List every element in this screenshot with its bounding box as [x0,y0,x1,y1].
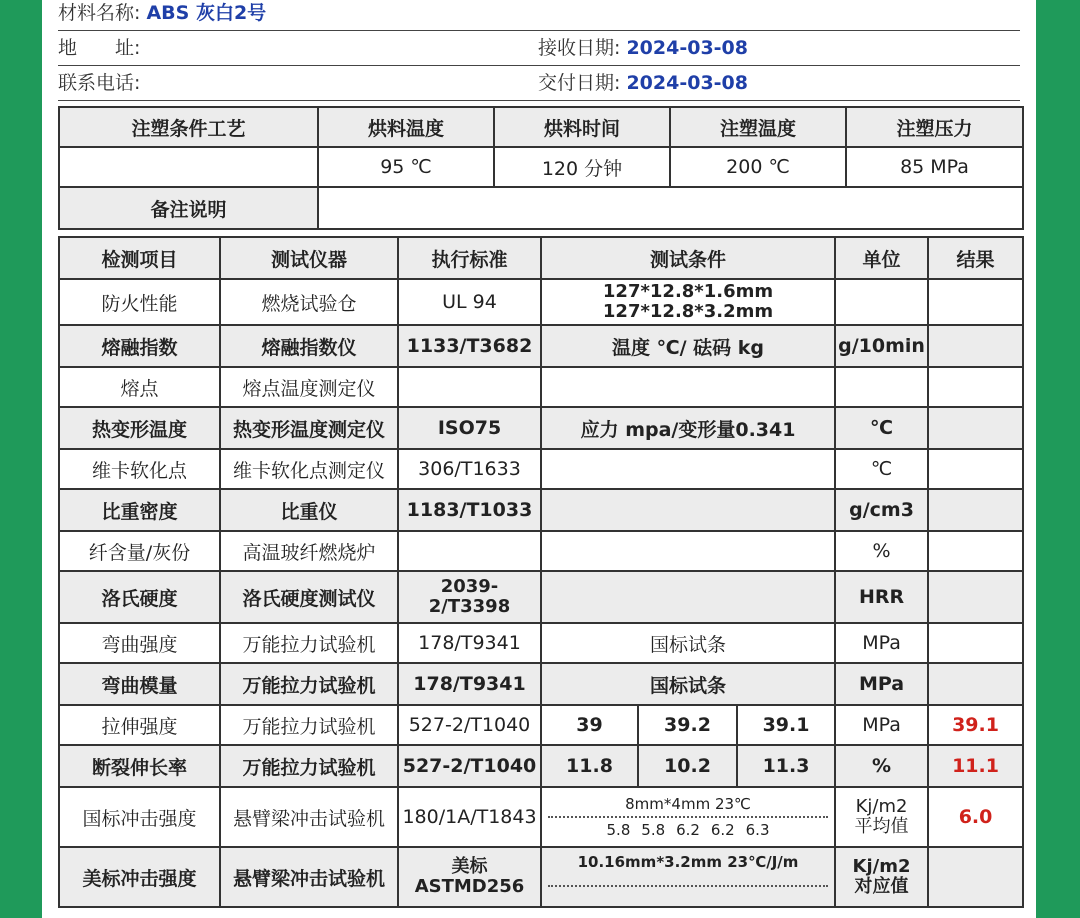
cell-result [928,489,1023,531]
cell-item: 纤含量/灰份 [59,531,220,571]
test-results-table [58,236,1024,908]
remark-value [318,187,1023,229]
cell-standard [398,571,541,623]
cell-instrument: 万能拉力试验机 [220,663,398,705]
cell-instrument: 熔点温度测定仪 [220,367,398,407]
cell-condition: 应力 mpa/变形量0.341 [541,407,835,449]
cell-instrument: 比重仪 [220,489,398,531]
receive-date-value: 2024-03-08 [626,37,748,59]
cell-item: 防火性能 [59,279,220,325]
cell-condition [541,531,835,571]
cell-condition [541,489,835,531]
header-instrument: 测试仪器 [220,237,398,279]
unit-line-1: Kj/m2 [855,796,908,817]
cell-result: 11.1 [928,745,1023,787]
cell-unit: ℃ [835,449,928,489]
cell-result [928,407,1023,449]
cell-unit [835,279,928,325]
cell-result [928,847,1023,907]
cell-standard: 527-2/T1040 [398,745,541,787]
cond-value-dry-temp: 95 ℃ [318,147,494,187]
cell-item: 断裂伸长率 [59,745,220,787]
material-line [58,0,1020,31]
cell-unit: MPa [835,623,928,663]
impact-value: 5.8 [641,821,666,839]
cell-instrument: 悬臂梁冲击试验机 [220,787,398,847]
cell-unit: MPa [835,663,928,705]
cond-header-mold-pressure: 注塑压力 [846,107,1023,147]
cell-standard: 178/T9341 [398,663,541,705]
cell-result [928,279,1023,325]
cell-result [928,571,1023,623]
cell-item: 熔融指数 [59,325,220,367]
table-row [59,367,1023,407]
table-row [59,531,1023,571]
cell-unit [835,787,928,847]
cell-item: 热变形温度 [59,407,220,449]
report-sheet [42,0,1036,918]
cell-condition [541,787,835,847]
cell-value-3: 39.1 [737,705,835,745]
cell-instrument: 燃烧试验仓 [220,279,398,325]
cell-condition: 国标试条 [541,623,835,663]
cell-standard [398,367,541,407]
cell-unit: HRR [835,571,928,623]
cell-standard [398,531,541,571]
cell-result [928,325,1023,367]
table-row [59,705,1023,745]
cell-result [928,449,1023,489]
cell-value-3: 11.3 [737,745,835,787]
header-unit: 单位 [835,237,928,279]
impact-value: 6.2 [710,821,735,839]
cell-instrument: 万能拉力试验机 [220,705,398,745]
cell-result: 6.0 [928,787,1023,847]
cell-condition [541,367,835,407]
cell-standard: 1183/T1033 [398,489,541,531]
cell-value-2: 39.2 [638,705,737,745]
cell-unit: % [835,745,928,787]
address-label: 地 址: [58,37,141,59]
cell-instrument: 热变形温度测定仪 [220,407,398,449]
table-row [59,489,1023,531]
cond-header-process: 注塑条件工艺 [59,107,318,147]
cell-condition [541,449,835,489]
remark-label: 备注说明 [59,187,318,229]
cell-standard: 527-2/T1040 [398,705,541,745]
cell-item: 拉伸强度 [59,705,220,745]
table-row [59,745,1023,787]
cond-header-dry-temp: 烘料温度 [318,107,494,147]
standard-line-1: 2039- [440,576,499,597]
cell-instrument: 悬臂梁冲击试验机 [220,847,398,907]
cond-header-dry-time: 烘料时间 [494,107,670,147]
header-item: 检测项目 [59,237,220,279]
header-condition: 测试条件 [541,237,835,279]
cell-item: 维卡软化点 [59,449,220,489]
cell-unit: g/10min [835,325,928,367]
address-line [58,31,1020,66]
header-result: 结果 [928,237,1023,279]
cell-condition: 国标试条 [541,663,835,705]
cell-item: 洛氏硬度 [59,571,220,623]
cond-value-mold-temp: 200 ℃ [670,147,846,187]
cell-standard [398,847,541,907]
material-value: ABS 灰白2号 [146,2,267,24]
impact-value: 5.8 [606,821,631,839]
cell-condition [541,279,835,325]
header-standard: 执行标准 [398,237,541,279]
table-row [59,407,1023,449]
phone-label: 联系电话: [58,72,141,94]
cell-result: 39.1 [928,705,1023,745]
table-row [59,847,1023,907]
cell-instrument: 洛氏硬度测试仪 [220,571,398,623]
table-row [59,787,1023,847]
table-row [59,663,1023,705]
deliver-date-label: 交付日期: [538,72,621,94]
unit-line-1: Kj/m2 [852,856,911,877]
cell-instrument: 维卡软化点测定仪 [220,449,398,489]
impact-values [544,818,832,839]
cell-instrument: 高温玻纤燃烧炉 [220,531,398,571]
standard-line-2: 2/T3398 [428,596,511,617]
standard-line-1: 美标 [451,856,488,877]
cond-value-process [59,147,318,187]
impact-condition: 10.16mm*3.2mm 23℃/J/m [548,853,828,887]
cell-result [928,623,1023,663]
standard-line-2: ASTMD256 [414,876,525,897]
unit-line-2: 对应值 [854,876,909,897]
receive-date-label: 接收日期: [538,37,621,59]
cell-result [928,531,1023,571]
condition-line-2: 127*12.8*3.2mm [602,301,774,322]
cell-standard: 306/T1633 [398,449,541,489]
cell-unit: g/cm3 [835,489,928,531]
cell-condition: 温度 ℃/ 砝码 kg [541,325,835,367]
deliver-date-value: 2024-03-08 [626,72,748,94]
cell-standard: ISO75 [398,407,541,449]
table-row [59,449,1023,489]
cell-standard: 1133/T3682 [398,325,541,367]
cell-unit: ℃ [835,407,928,449]
cond-header-mold-temp: 注塑温度 [670,107,846,147]
phone-line [58,66,1020,101]
cell-item: 美标冲击强度 [59,847,220,907]
cell-instrument: 万能拉力试验机 [220,745,398,787]
cell-result [928,367,1023,407]
table-row [59,279,1023,325]
cell-item: 熔点 [59,367,220,407]
molding-conditions-table [58,106,1024,230]
cell-unit [835,847,928,907]
impact-condition: 8mm*4mm 23℃ [548,795,828,818]
cell-item: 比重密度 [59,489,220,531]
cell-item: 弯曲模量 [59,663,220,705]
cell-unit: % [835,531,928,571]
table-row [59,571,1023,623]
cell-instrument: 熔融指数仪 [220,325,398,367]
cell-standard: 180/1A/T1843 [398,787,541,847]
cell-instrument: 万能拉力试验机 [220,623,398,663]
cell-item: 弯曲强度 [59,623,220,663]
cond-value-mold-pressure: 85 MPa [846,147,1023,187]
cell-result [928,663,1023,705]
cond-value-dry-time: 120 分钟 [494,147,670,187]
cell-item: 国标冲击强度 [59,787,220,847]
unit-line-2: 平均值 [854,816,909,837]
cell-value-1: 39 [541,705,638,745]
table-row [59,623,1023,663]
cell-value-2: 10.2 [638,745,737,787]
cell-condition [541,571,835,623]
cell-standard: 178/T9341 [398,623,541,663]
impact-value: 6.3 [745,821,770,839]
cell-condition [541,847,835,907]
cell-unit: MPa [835,705,928,745]
material-label: 材料名称: [58,2,141,24]
cell-value-1: 11.8 [541,745,638,787]
impact-values-empty [544,887,832,901]
condition-line-1: 127*12.8*1.6mm [602,281,774,302]
cell-unit [835,367,928,407]
impact-value: 6.2 [676,821,700,839]
table-row [59,325,1023,367]
cell-standard: UL 94 [398,279,541,325]
